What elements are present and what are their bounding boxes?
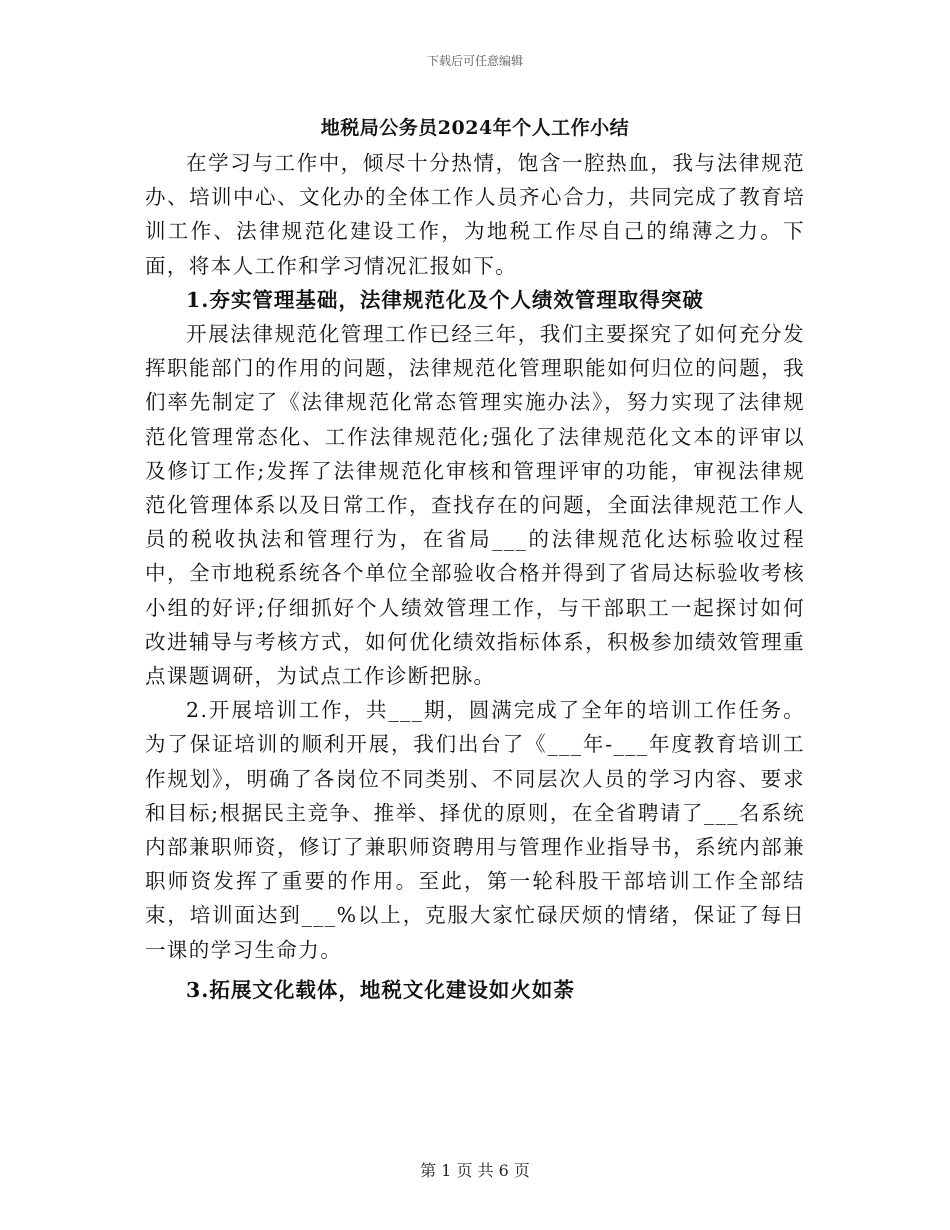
section-body-1: 开展法律规范化管理工作已经三年，我们主要探究了如何充分发挥职能部门的作用的问题，法律规范化管理职能如何归位的问题，我们率先制定了《法律规范化常态管理实施办法》，努力实现了法律规范化管理常态化、工作法律规范化;强化了法律规范化文本的评审以及修订工作;发挥了法律规范化审核和管理评审的功能，审视法律规范化管理体系以及日常工作，查找存在的问题，全面法律规范工作人员的税收执法和管理行为，在省局___的法律规范化达标验收过程中，全市地税系统各个单位全部验收合格并得到了省局达标验收考核小组的好评;仔细抓好个人绩效管理工作，与干部职工一起探讨如何改进辅导与考核方式，如何优化绩效指标体系，积极参加绩效管理重点课题调研，为试点工作诊断把脉。	[145, 322, 805, 689]
document-body	[145, 146, 805, 1007]
page-number-footer: 第 1 页 共 6 页	[420, 1161, 530, 1180]
intro-paragraph: 在学习与工作中，倾尽十分热情，饱含一腔热血，我与法律规范办、培训中心、文化办的全体工作人员齐心合力，共同完成了教育培训工作、法律规范化建设工作，为地税工作尽自己的绵薄之力。下面，将本人工作和学习情况汇报如下。	[145, 151, 805, 278]
section-heading-3: 3.拓展文化载体，地税文化建设如火如荼	[186, 977, 575, 1002]
document-title: 地税局公务员2024年个人工作小结	[320, 117, 630, 139]
section-body-2: 2.开展培训工作，共___期，圆满完成了全年的培训工作任务。为了保证培训的顺利开展，我们出台了《___年-___年度教育培训工作规划》，明确了各岗位不同类别、不同层次人员的学习内容、要求和目标;根据民主竞争、推举、择优的原则，在全省聘请了___名系统内部兼职师资，修订了兼职师资聘用与管理作业指导书，系统内部兼职师资发挥了重要的作用。至此，第一轮科股干部培训工作全部结束，培训面达到___%以上，克服大家忙碌厌烦的情绪，保证了每日一课的学习生命力。	[145, 698, 805, 962]
header-note: 下载后可任意编辑	[426, 54, 523, 68]
section-heading-1: 1.夯实管理基础，法律规范化及个人绩效管理取得突破	[186, 287, 704, 312]
